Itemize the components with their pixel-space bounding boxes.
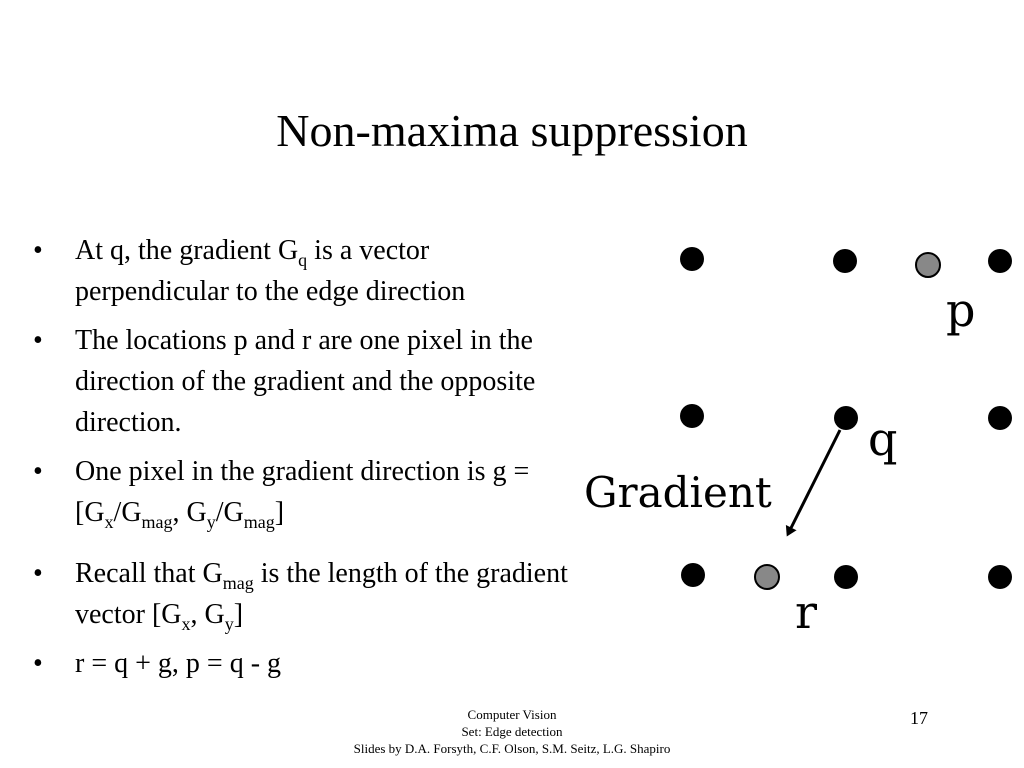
gradient-arrow xyxy=(789,430,840,532)
bullet-marker: • xyxy=(33,648,43,679)
bullet-text: Recall that G xyxy=(75,558,223,589)
pixel-grid-diagram xyxy=(570,230,1024,650)
bullet-text: /G xyxy=(113,497,142,528)
bullet-text: r = q + g, p = q - g xyxy=(75,648,282,679)
footer-set: Set: Edge detection xyxy=(461,724,563,739)
bullet-text: , G xyxy=(172,497,207,528)
pixel-r-dot xyxy=(755,565,779,589)
bullet-text: , G xyxy=(190,599,225,630)
label-p: p xyxy=(946,283,976,337)
bullet-text: /G xyxy=(215,497,244,528)
bullet-item xyxy=(30,320,570,443)
bullet-list xyxy=(30,230,570,692)
bullet-text: is the length of the gradient vector [G xyxy=(75,558,568,630)
subscript: y xyxy=(224,614,234,634)
subscript: x xyxy=(181,614,191,634)
bullet-text: ] xyxy=(274,497,285,528)
bullet-text: At q, the gradient G xyxy=(75,235,299,266)
pixel-p-dot xyxy=(916,253,940,277)
bullet-item xyxy=(30,643,570,684)
pixel-dot xyxy=(988,249,1012,273)
pixel-dot xyxy=(680,404,704,428)
pixel-dot xyxy=(988,565,1012,589)
bullet-marker: • xyxy=(33,325,43,356)
footer-course: Computer Vision xyxy=(467,707,557,722)
label-q: q xyxy=(868,412,898,466)
pixel-dot xyxy=(988,406,1012,430)
pixel-dot xyxy=(680,247,704,271)
subscript: mag xyxy=(243,512,275,532)
subscript: mag xyxy=(141,512,173,532)
pixel-q-dot xyxy=(834,406,858,430)
footer-credits: Slides by D.A. Forsyth, C.F. Olson, S.M. Seitz, L.G. Shapiro xyxy=(353,741,671,756)
bullet-marker: • xyxy=(33,456,43,487)
pixel-dot xyxy=(834,565,858,589)
bullet-item xyxy=(30,553,570,635)
slide-footer xyxy=(0,706,1024,757)
subscript: x xyxy=(104,512,114,532)
slide-title: Non-maxima suppression xyxy=(276,105,748,156)
bullet-marker: • xyxy=(33,235,43,266)
pixel-dot xyxy=(681,563,705,587)
bullet-text: One pixel in the gradient direction is g = [G xyxy=(75,456,530,528)
bullet-marker: • xyxy=(33,558,43,589)
page-number: 17 xyxy=(910,708,928,728)
label-r: r xyxy=(795,585,817,639)
bullet-text: ] xyxy=(233,599,244,630)
label-gradient: Gradient xyxy=(584,468,772,517)
subscript: y xyxy=(206,512,216,532)
subscript: mag xyxy=(222,573,254,593)
bullet-item xyxy=(30,451,570,533)
pixel-dot xyxy=(833,249,857,273)
bullet-text: The locations p and r are one pixel in the direction of the gradient and the opposite direction. xyxy=(75,325,536,438)
bullet-item xyxy=(30,230,570,312)
bullet-text: is a vector perpendicular to the edge direction xyxy=(75,235,466,307)
subscript: q xyxy=(298,250,308,270)
